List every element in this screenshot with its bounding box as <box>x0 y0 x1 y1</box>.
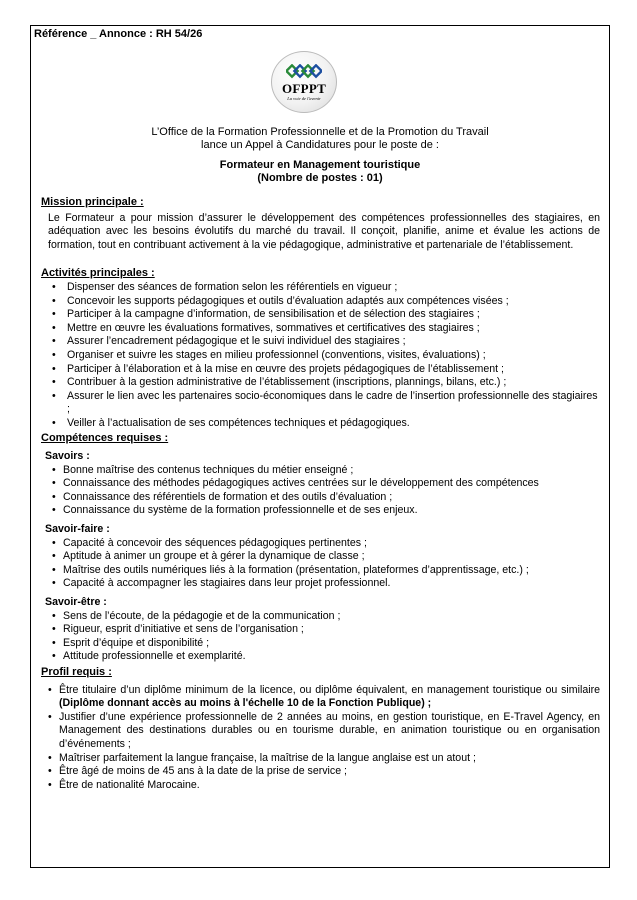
post-count: (Nombre de postes : 01) <box>257 172 383 184</box>
list-item: • Assurer l’encadrement pédagogique et le suivi individuel des stagiaires ; <box>52 335 406 348</box>
list-item: • Organiser et suivre les stages en milieu professionnel (conventions, visites, évaluations) ; <box>52 348 486 361</box>
savoirs-list <box>41 464 600 518</box>
list-item: • Être de nationalité Marocaine. <box>48 778 200 791</box>
list-item: • Contribuer à la gestion administrative de l’établissement (inscriptions, plannings, bilans, etc.) ; <box>52 376 507 389</box>
list-item: • Capacité à accompagner les stagiaires dans leur projet professionnel. <box>52 577 391 590</box>
intro-line-2: lance un Appel à Candidatures pour le poste de : <box>201 139 439 151</box>
announcement-frame <box>30 25 610 868</box>
list-item: • Concevoir les supports pédagogiques et outils d’évaluation adaptés aux compétences visées ; <box>52 294 509 307</box>
ofppt-logo <box>271 51 337 113</box>
list-item: • Être âgé de moins de 45 ans à la date de la prise de service ; <box>48 765 347 778</box>
list-item: • Rigueur, esprit d’initiative et sens de l’organisation ; <box>52 623 304 636</box>
list-item: • Participer à la campagne d’information, de sensibilisation et de sélection des stagiaires ; <box>52 308 480 321</box>
activities-heading: Activités principales : <box>41 267 155 280</box>
intro-line-1: L’Office de la Formation Professionnelle et de la Promotion du Travail <box>151 126 489 138</box>
list-item: • Maîtrise des outils numériques liés à la formation (présentation, plateformes d’apprentissage, etc.) ; <box>52 563 529 576</box>
list-item: • Mettre en œuvre les évaluations formatives, sommatives et certificatives des stagiaires ; <box>52 321 480 334</box>
list-item: • Connaissance des méthodes pédagogiques actives centrées sur le développement des compétences <box>52 477 539 490</box>
list-item: • Capacité à concevoir des séquences pédagogiques pertinentes ; <box>52 536 367 549</box>
logo-diamonds-icon <box>286 64 322 80</box>
list-item: • Connaissance du système de la formation professionnelle et de ses enjeux. <box>52 504 418 517</box>
list-item: • Attitude professionnelle et exemplarité. <box>52 650 246 663</box>
reference-label: Référence _ Annonce : RH 54/26 <box>34 28 203 40</box>
post-block <box>31 159 609 185</box>
intro-block <box>31 126 609 152</box>
list-item: • Participer à l’élaboration et à la mise en œuvre des projets pédagogiques de l’établissement ; <box>52 362 504 375</box>
list-item: • Connaissance des référentiels de formation et des outils d’évaluation ; <box>52 490 393 503</box>
list-item: • Bonne maîtrise des contenus techniques du métier enseigné ; <box>52 463 354 476</box>
skills-heading: Compétences requises : <box>41 431 169 444</box>
mission-text: Le Formateur a pour mission d’assurer le développement des compétences professionnelles des stagiaires, en adéquation avec les besoins évolutifs du marché du travail. Il conçoit, planifie, anime et évalue les actions de formation, tout en contribuant activement à la vie pédagogique, administrative et partenariale de l’établissement. <box>48 211 600 251</box>
announcement-body <box>41 196 600 792</box>
savoir-etre-title: Savoir-être : <box>45 596 107 609</box>
profile-heading: Profil requis : <box>41 666 112 678</box>
mission-heading: Mission principale : <box>41 196 144 208</box>
list-item: • Être titulaire d’un diplôme minimum de la licence, ou diplôme équivalent, en management touristique ou similaire (Diplôme donnant accès au moins à l'échelle 10 de la Fonction Publique) ; <box>48 683 600 710</box>
list-item: • Sens de l’écoute, de la pédagogie et de la communication ; <box>52 609 341 622</box>
profile-list <box>41 684 600 793</box>
list-item: • Veiller à l’actualisation de ses compétences techniques et pédagogiques. <box>52 416 410 429</box>
list-item: • Esprit d’équipe et disponibilité ; <box>52 636 210 649</box>
logo-text: OFPPT <box>281 81 327 96</box>
savoir-faire-title: Savoir-faire : <box>45 523 110 536</box>
list-item: • Justifier d’une expérience professionnelle de 2 années au moins, en gestion touristique, en E-Travel Agency, en Management des destinations durables ou en tourisme durable, en animation touristique ou en organisation d’événements ; <box>48 710 600 750</box>
list-item: • Aptitude à animer un groupe et à gérer la dynamique de classe ; <box>52 550 365 563</box>
list-item: • Assurer le lien avec les partenaires socio-économiques dans le cadre de l’insertion professionnelle des stagiaires ; <box>52 389 598 416</box>
savoirs-title: Savoirs : <box>45 450 90 463</box>
list-item: • Dispenser des séances de formation selon les référentiels en vigueur ; <box>52 280 398 293</box>
logo-tagline: La voie de l'avenir <box>287 96 321 101</box>
savoir-faire-list <box>41 537 600 591</box>
post-title: Formateur en Management touristique <box>219 159 421 171</box>
activities-list <box>41 281 600 431</box>
savoir-etre-list <box>41 610 600 664</box>
list-item: • Maîtriser parfaitement la langue française, la maîtrise de la langue anglaise est un atout ; <box>48 751 476 764</box>
